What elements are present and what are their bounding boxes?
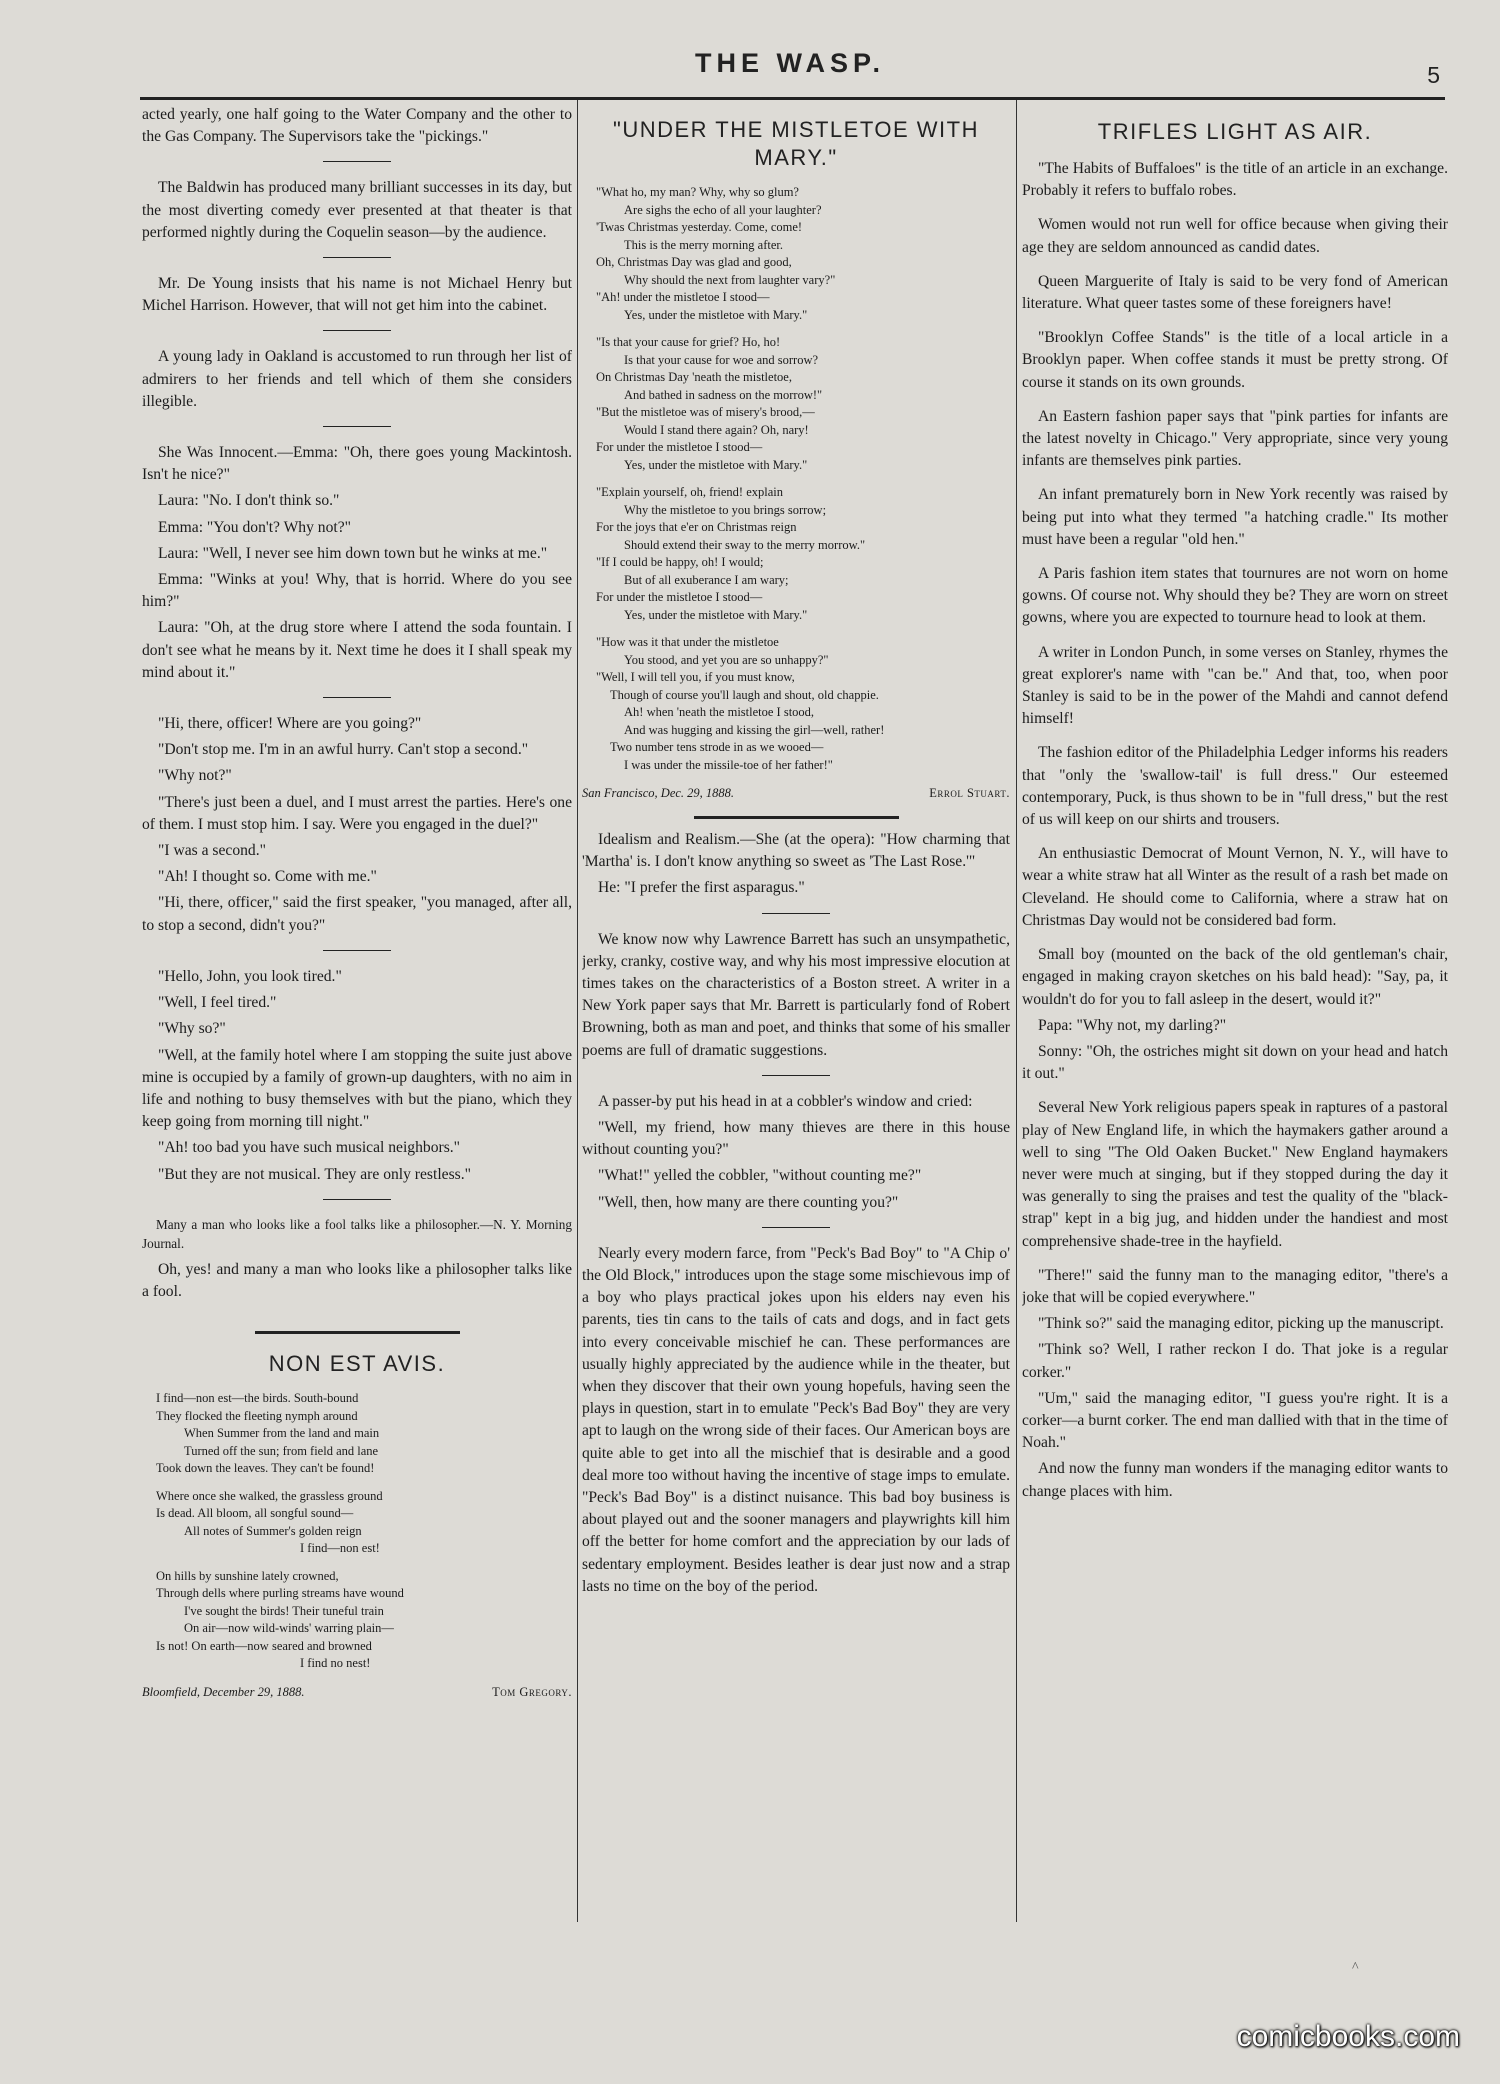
dialogue-line: "Um," said the managing editor, "I guess you're right. It is a corker—a burnt corker. The end man dallied with that in the time of Noah." <box>1022 1389 1448 1452</box>
poem-stanza <box>142 1488 572 1558</box>
dialogue-line: Emma: "You don't? Why not?" <box>158 518 351 536</box>
signature-author: Errol Stuart. <box>929 786 1010 800</box>
column-right <box>1022 104 1448 1919</box>
masthead <box>120 48 1460 88</box>
dialogue-line: "There!" said the funny man to the managing editor, "there's a joke that will be copied everywhere." <box>1022 1266 1448 1306</box>
paragraph: Nearly every modern farce, from "Peck's Bad Boy" to "A Chip o' the Old Block," introduces upon the stage some mischievous imp of a boy who plays practical jokes upon his elders nay even his parents, ties tin cans to the tails of cats and dogs, and in fact gets into every conceivable mischief he can. These performances are usually highly appreciated by the audience while in the theater, but when they discover that their own young hopefuls, having seen the plays in question, start in to emulate "Peck's Bad Boy" they are very apt to laugh on the wrong side of their faces. Our American boys are quite able to get into all the mischief that is desirable and a good deal more too without having the incentive of stage imps to emulate. "Peck's Bad Boy" is a distinct nuisance. This bad boy business is about played out and the sooner managers and playwrights kill him off the better for home comfort and the appreciation by our lads of sedentary employment. Besides leather is dear just now and a strap lasts no time on the boy of the period. <box>582 1244 1010 1595</box>
column-left <box>142 104 572 1919</box>
poem-stanza <box>582 484 1010 624</box>
column-divider <box>577 100 578 1922</box>
poem-title: "UNDER THE MISTLETOE WITH MARY." <box>613 117 979 170</box>
poem-line: "What ho, my man? Why, why so glum? <box>596 185 799 199</box>
trifle-item: Queen Marguerite of Italy is said to be very fond of American literature. What queer tastes some of these foreigners have! <box>1022 272 1448 313</box>
paragraph: acted yearly, one half going to the Water Company and the other to the Gas Company. The Supervisors take the "pickings." <box>142 106 572 146</box>
signature-place: San Francisco, Dec. 29, 1888. <box>582 786 735 800</box>
separator <box>323 330 391 331</box>
poem-stanza <box>142 1390 572 1478</box>
poem-line: Two number tens strode in as we wooed— <box>610 740 824 754</box>
poem-line: For the joys that e'er on Christmas reign <box>596 520 797 534</box>
poem-line: On air—now wild-winds' warring plain— <box>184 1621 394 1636</box>
poem-line: They flocked the fleeting nymph around <box>156 1408 358 1423</box>
dialogue-line: Small boy (mounted on the back of the old gentleman's chair, engaged in making crayon sketches on his bald head): "Say, pa, it wouldn't do for you to fall asleep in the desert, would it?" <box>1022 946 1448 1008</box>
poem-line: Are sighs the echo of all your laughter? <box>624 202 822 217</box>
dialogue-line: "Well, at the family hotel where I am stopping the suite just above mine is occupied by a family of grown-up daughters, with no aim in life and nothing to busy themselves with but the piano, which they keep going from morning till night." <box>142 1046 572 1131</box>
poem-line: Oh, Christmas Day was glad and good, <box>596 255 792 269</box>
paragraph: A young lady in Oakland is accustomed to run through her list of admirers to her friends and tell which of them she considers illegible. <box>142 348 572 410</box>
dialogue-line: Papa: "Why not, my darling?" <box>1038 1016 1227 1034</box>
column-middle <box>582 104 1010 1919</box>
poem-line: When Summer from the land and main <box>184 1426 380 1441</box>
paragraph: Oh, yes! and many a man who looks like a philosopher talks like a fool. <box>142 1260 572 1300</box>
heavy-separator <box>694 816 899 819</box>
dialogue-line: "But they are not musical. They are only restless." <box>158 1165 471 1183</box>
poem-line: For under the mistletoe I stood— <box>596 590 763 604</box>
dialogue-line: Emma: "Winks at you! Why, that is horrid. Where do you see him?" <box>142 571 572 611</box>
poem-line: 'Twas Christmas yesterday. Come, come! <box>596 220 803 234</box>
trifle-item: Several New York religious papers speak in raptures of a pastoral play of New England life, in which the haymakers gather around a well to sing "The Old Oaken Bucket." New England haymakers never were much at singing, but if they stopped during the day it was generally to sing the praises and test the quality of the "black-strap" kept in a big jug, and hidden under the handiest and most comprehensive shade-tree in the hayfield. <box>1022 1099 1448 1250</box>
poem-stanza <box>582 184 1010 324</box>
poem-line: Is that your cause for woe and sorrow? <box>624 352 819 367</box>
poem-line: And bathed in sadness on the morrow!" <box>624 387 823 402</box>
trifle-item: "Brooklyn Coffee Stands" is the title of a local article in a Brooklyn paper. When coffee stands it must be pretty strong. Of course it stands on its own grounds. <box>1022 329 1448 391</box>
quoted-item: Many a man who looks like a fool talks like a philosopher.—N. Y. Morning Journal. <box>142 1216 572 1251</box>
dialogue-line: "There's just been a duel, and I must arrest the parties. Here's one of them. I must stop him. I say. Were you engaged in the duel?" <box>142 793 572 833</box>
page-number: 5 <box>1427 62 1440 88</box>
dialogue-line: Laura: "No. I don't think so." <box>158 492 340 510</box>
poem-line: I've sought the birds! Their tuneful train <box>184 1603 384 1618</box>
separator <box>323 426 391 427</box>
poem-line: "Ah! under the mistletoe I stood— <box>596 290 770 304</box>
dialogue-line: Sonny: "Oh, the ostriches might sit down on your head and hatch it out." <box>1022 1042 1448 1083</box>
dialogue-line: "Hello, John, you look tired." <box>158 967 342 985</box>
dialogue-line: "What!" yelled the cobbler, "without counting me?" <box>598 1167 922 1185</box>
trifle-item: A Paris fashion item states that tournures are not worn on home gowns. Of course not. Why should they be? They are worn on street gowns, where you are expected to tournure head to look at them. <box>1022 565 1448 627</box>
dialogue-line: Idealism and Realism.—She (at the opera): "How charming that 'Martha' is. I don't know anything so sweet as 'The Last Rose.'" <box>582 831 1010 871</box>
poem-stanza <box>582 334 1010 474</box>
separator <box>323 950 391 951</box>
dialogue-line: And now the funny man wonders if the managing editor wants to change places with him. <box>1022 1460 1448 1500</box>
poem-line: Yes, under the mistletoe with Mary." <box>624 457 808 472</box>
trifle-item: "The Habits of Buffaloes" is the title of an article in an exchange. Probably it refers to buffalo robes. <box>1022 160 1448 200</box>
poem-line: But of all exuberance I am wary; <box>624 572 789 587</box>
poem-line: I find—non est—the birds. South-bound <box>156 1391 359 1406</box>
dialogue-line: "I was a second." <box>158 842 266 860</box>
trifle-item: The fashion editor of the Philadelphia Ledger informs his readers that "only the 'swallow-tail' is full dress." Our esteemed contemporary, Puck, is thus shown to be in "full dress," but the rest of us will keep on our shirts and trousers. <box>1022 744 1448 829</box>
paragraph: Mr. De Young insists that his name is not Michael Henry but Michel Harrison. However, that will not get him into the cabinet. <box>142 275 572 315</box>
signature <box>142 1683 572 1701</box>
dialogue-line: "Ah! too bad you have such musical neighbors." <box>158 1139 461 1157</box>
poem-line: "Is that your cause for grief? Ho, ho! <box>596 335 781 349</box>
separator <box>323 257 391 258</box>
paragraph: The Baldwin has produced many brilliant successes in its day, but the most diverting comedy ever presented at that theater is that performed nightly during the Coquelin season—by the audience. <box>142 179 572 241</box>
masthead-title: THE WASP. <box>694 48 886 78</box>
poem-line: Where once she walked, the grassless ground <box>156 1488 383 1503</box>
caret-mark: ^ <box>1352 1960 1359 1975</box>
trifle-item: A writer in London Punch, in some verses on Stanley, rhymes the great explorer's name with "can be." And that, too, when poor Stanley is said to be in the power of the Mahdi and cannot defend himself! <box>1022 643 1448 728</box>
trifle-item: An infant prematurely born in New York recently was raised by being put into what they termed "a hatching cradle." Its mother must have been a regular "old hen." <box>1022 486 1448 548</box>
dialogue-line: "Well, my friend, how many thieves are there in this house without counting you?" <box>582 1119 1010 1159</box>
paragraph: We know now why Lawrence Barrett has such an unsympathetic, jerky, cranky, costive way, and why his most impressive elocution at times takes on the characteristics of a Boston street. A writer in a New York paper says that Mr. Barrett is particularly fond of Robert Browning, both as man and poet, and thinks that some of his smaller poems are full of dramatic suggestions. <box>582 930 1010 1059</box>
poem-line: I was under the missile-toe of her father!" <box>624 757 833 772</box>
dialogue-line: He: "I prefer the first asparagus." <box>598 879 805 897</box>
separator <box>762 913 830 914</box>
trifle-item: Women would not run well for office because when giving their age they are seldom announced as candid dates. <box>1022 216 1448 256</box>
poem-line: Would I stand there again? Oh, nary! <box>624 422 809 437</box>
poem-line: Through dells where purling streams have wound <box>156 1586 404 1601</box>
trifle-item: An enthusiastic Democrat of Mount Vernon, N. Y., will have to wear a white straw hat all Winter as the result of a rash bet made on Cleveland. He should come to California, where a straw hat on Christmas Day would not be considered bad form. <box>1022 845 1448 929</box>
dialogue-line: "Well, I feel tired." <box>158 994 277 1012</box>
poem-title: NON EST AVIS. <box>268 1351 446 1377</box>
poem-line: This is the merry morning after. <box>624 237 783 252</box>
poem-line: Why the mistletoe to you brings sorrow; <box>624 502 827 517</box>
poem-line: Why should the next from laughter vary?" <box>624 272 836 287</box>
dialogue-line: "Ah! I thought so. Come with me." <box>158 868 377 886</box>
poem-line: On Christmas Day 'neath the mistletoe, <box>596 370 792 384</box>
poem-stanza <box>142 1568 572 1673</box>
separator <box>762 1227 830 1228</box>
signature-place: Bloomfield, December 29, 1888. <box>142 1684 305 1699</box>
poem-line: Took down the leaves. They can't be found! <box>156 1461 375 1476</box>
dialogue-line: "Why not?" <box>158 767 232 785</box>
poem-line: You stood, and yet you are so unhappy?" <box>624 652 829 667</box>
poem-line: "How was it that under the mistletoe <box>596 635 779 649</box>
dialogue-line: "Don't stop me. I'm in an awful hurry. Can't stop a second." <box>158 741 529 759</box>
separator <box>323 161 391 162</box>
dialogue-line: "Hi, there, officer," said the first speaker, "you managed, after all, to stop a second, didn't you?" <box>142 894 572 934</box>
poem-line: "If I could be happy, oh! I would; <box>596 555 764 569</box>
poem-stanza <box>582 634 1010 774</box>
poem-line: Is not! On earth—now seared and browned <box>156 1638 372 1653</box>
watermark: comicbooks.com <box>1236 2020 1460 2053</box>
poem-line: For under the mistletoe I stood— <box>596 440 763 454</box>
poem-line: "Explain yourself, oh, friend! explain <box>596 485 783 499</box>
dialogue-line: Laura: "Oh, at the drug store where I attend the soda fountain. I don't see what he means by it. Next time he does it I shall speak my mind about it." <box>142 619 572 681</box>
column-divider <box>1016 100 1017 1922</box>
trifle-item: An Eastern fashion paper says that "pink parties for infants are the latest novelty in Chicago." Very appropriate, since very young infants are themselves pink parties. <box>1022 407 1448 470</box>
section-title: TRIFLES LIGHT AS AIR. <box>1097 119 1373 144</box>
dialogue-line: "Think so?" said the managing editor, picking up the manuscript. <box>1038 1315 1444 1333</box>
poem-line: And was hugging and kissing the girl—well, rather! <box>624 722 885 737</box>
dialogue-line: Laura: "Well, I never see him down town but he winks at me." <box>158 544 548 562</box>
poem-line: I find no nest! <box>300 1656 371 1671</box>
separator <box>323 1199 391 1200</box>
poem-line: On hills by sunshine lately crowned, <box>156 1568 339 1583</box>
paragraph: A passer-by put his head in at a cobbler's window and cried: <box>598 1092 973 1110</box>
dialogue-line: "Why so?" <box>158 1020 226 1038</box>
signature <box>582 784 1010 802</box>
top-rule <box>140 97 1445 100</box>
poem-line: All notes of Summer's golden reign <box>184 1523 362 1538</box>
poem-line: Should extend their sway to the merry morrow." <box>624 537 866 552</box>
signature-author: Tom Gregory. <box>492 1684 572 1699</box>
dialogue-line: "Think so? Well, I rather reckon I do. That joke is a regular corker." <box>1022 1341 1448 1381</box>
heavy-separator <box>255 1331 460 1334</box>
dialogue-line: "Hi, there, officer! Where are you going?" <box>158 715 422 733</box>
dialogue-line: She Was Innocent.—Emma: "Oh, there goes young Mackintosh. Isn't he nice?" <box>142 444 572 484</box>
poem-line: Yes, under the mistletoe with Mary." <box>624 607 808 622</box>
poem-line: Though of course you'll laugh and shout, old chappie. <box>610 687 879 702</box>
poem-line: Turned off the sun; from field and lane <box>184 1443 379 1458</box>
separator <box>762 1075 830 1076</box>
poem-line: I find—non est! <box>300 1541 380 1556</box>
poem-line: "But the mistletoe was of misery's brood,— <box>596 405 815 419</box>
separator <box>323 697 391 698</box>
poem-line: "Well, I will tell you, if you must know, <box>596 670 795 684</box>
poem-line: Yes, under the mistletoe with Mary." <box>624 307 808 322</box>
poem-line: Ah! when 'neath the mistletoe I stood, <box>624 705 815 719</box>
poem-line: Is dead. All bloom, all songful sound— <box>156 1506 354 1521</box>
dialogue-line: "Well, then, how many are there counting you?" <box>598 1193 899 1211</box>
